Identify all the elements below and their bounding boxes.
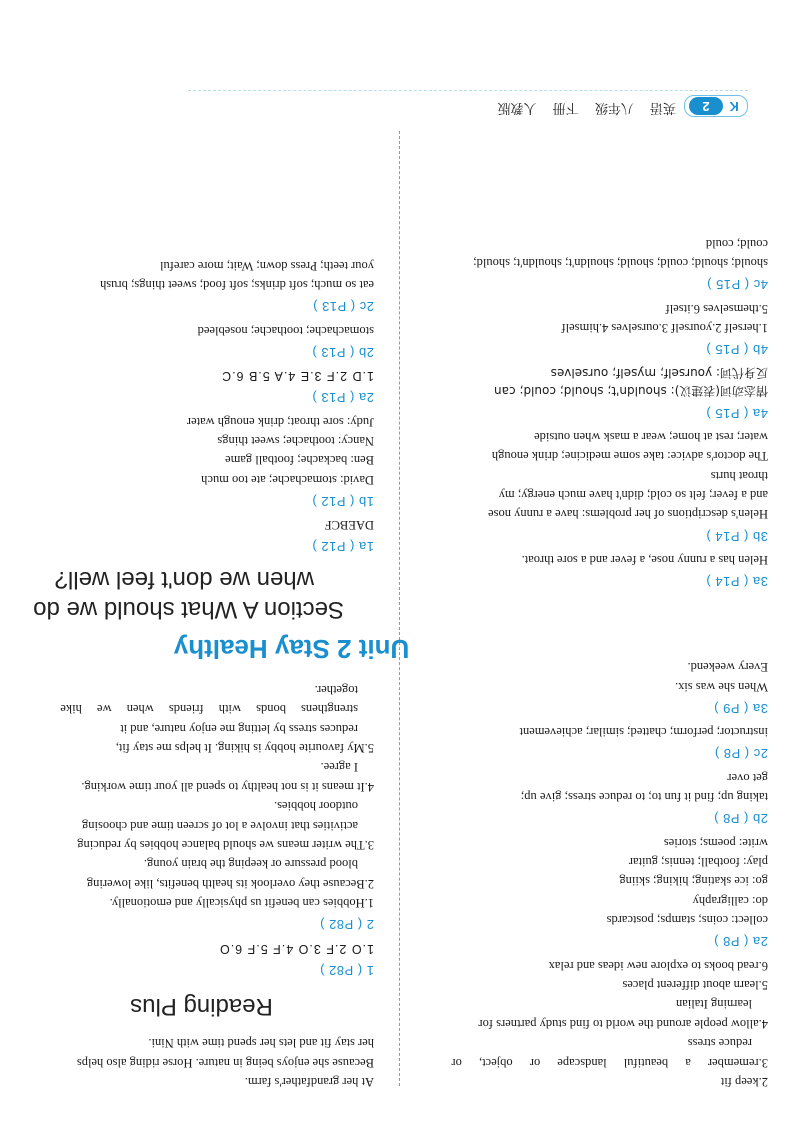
answer-line: reduces stress by letting me enjoy nature, and it xyxy=(120,721,358,736)
answer-line: 1.Hobbies can benefit us physically and emotionally. xyxy=(109,896,374,911)
section-label-3b: 3b ( P14 ) xyxy=(705,528,768,544)
section-label-4b: 4b ( P15 ) xyxy=(705,342,768,358)
answer-line: 1.herself 2.yourself 3.ourselves 4.himself xyxy=(561,321,768,336)
answer-line: should; should; could; should; shouldn't; shouldn't; should; xyxy=(473,256,768,271)
answer-line: play: football; tennis; guitar xyxy=(628,855,768,870)
unit-title: Unit 2 Stay Healthy xyxy=(173,633,410,664)
answer-line: get over xyxy=(727,770,768,785)
section-label-1a: 1a ( P12 ) xyxy=(311,539,374,555)
answer-line: Judy: sore throat; drink enough water xyxy=(186,414,374,429)
answer-line: 反身代词: yourself; myself; ourselves xyxy=(550,365,768,380)
answer-line: 3.The writer means we should balance hobbies by reducing xyxy=(77,837,374,852)
section-title xyxy=(29,564,344,624)
answer-line: activities that involve a lot of screen time and choosing xyxy=(82,818,358,833)
section-label-2a: 2a ( P8 ) xyxy=(713,934,768,950)
answer-line: taking up; find it fun to; to reduce stress; give up; xyxy=(520,790,768,805)
answer-line: The doctor's advice: take some medicine; drink enough xyxy=(491,449,768,464)
section-label-2b-p13: 2b ( P13 ) xyxy=(311,344,374,360)
section-label-3a-p14: 3a ( P14 ) xyxy=(705,574,768,590)
answer-line: together. xyxy=(314,682,358,697)
answer-line: reduce stress xyxy=(687,1036,752,1051)
answer-line: 5.learn about different places xyxy=(622,978,768,993)
answer-line: instructor; perform; chatted; similar; achievement xyxy=(519,725,768,740)
answer-line: strengthens bonds with friends when we hike xyxy=(60,702,358,717)
answer-line: water; rest at home; wear a mask when outside xyxy=(534,429,768,444)
answer-line: 情态动词(表建议): shouldn't; should; could; can xyxy=(494,384,768,399)
header-rule xyxy=(188,90,748,91)
answer-line: 1.D 2.F 3.E 4.A 5.B 6.C xyxy=(221,369,374,384)
answer-line: her stay fit and lets her spend time with Nini. xyxy=(148,1036,374,1051)
answer-line: Nancy: toothache; sweet things xyxy=(217,433,374,448)
answer-line: David: stomachache; ate too much xyxy=(201,472,374,487)
answer-line: 2.keep fit xyxy=(720,1075,768,1089)
badge-letter: K xyxy=(729,99,739,114)
answer-line: go: ice skating; hiking; skiing xyxy=(619,874,768,889)
answer-line: Helen's descriptions of her problems: have a runny nose xyxy=(488,507,768,522)
answer-line: 6.read books to explore new ideas and relax xyxy=(548,958,768,973)
answer-line: do: calligraphy xyxy=(692,893,768,908)
section-label-3a: 3a ( P9 ) xyxy=(713,700,768,716)
section-label-2c-p13: 2c ( P13 ) xyxy=(312,299,374,315)
right-column xyxy=(29,255,410,1091)
crumb-subject: 英语 xyxy=(649,100,676,115)
answer-line: collect: coins; stamps; postcards xyxy=(606,913,768,928)
section-label-2b: 2b ( P8 ) xyxy=(713,811,768,827)
section-title-line-2: when we don't feel well? xyxy=(54,566,314,594)
answer-line: 5.My favourite hobby is hiking. It helps me stay fit, xyxy=(115,741,374,756)
reading-plus-title: Reading Plus xyxy=(130,992,273,1020)
answer-line: 2.Because they overlook its health benefits, like lowering xyxy=(86,876,374,891)
answer-line: throat hurts xyxy=(710,468,768,483)
answer-line: outdoor hobbies. xyxy=(273,799,358,814)
answer-line: 1.O 2.F 3.O 4.F 5.F 6.O xyxy=(219,941,374,956)
answer-line: Every weekend. xyxy=(687,660,768,675)
answer-line: stomachache; toothache; nosebleed xyxy=(197,323,374,338)
answer-line: and a fever; felt so cold; didn't have much energy; my xyxy=(498,488,768,503)
answer-line: could; could xyxy=(705,236,768,251)
answer-line: When she was six. xyxy=(674,679,768,694)
crumb-volume: 下册 xyxy=(552,100,579,115)
answer-line: I agree. xyxy=(320,760,358,775)
section-label-2a-p13: 2a ( P13 ) xyxy=(311,390,374,406)
unit-badge xyxy=(684,95,748,117)
answer-line: DAEBCF xyxy=(324,518,374,533)
answer-line: your teeth; Press down; Wait; more careful xyxy=(160,258,374,273)
badge-number: 2 xyxy=(689,97,723,115)
breadcrumb xyxy=(486,97,676,117)
answer-line: 3.remember a beautiful landscape or object, or xyxy=(451,1055,768,1070)
answer-line: Helen has a runny nose, a fever and a sore throat. xyxy=(521,552,768,567)
section-label-2c: 2c ( P8 ) xyxy=(714,746,768,762)
section-label-1-p82: 1 ( P82 ) xyxy=(319,962,374,978)
section-label-4a: 4a ( P15 ) xyxy=(705,405,768,421)
answer-line: 5.themselves 6.itself xyxy=(665,301,768,316)
crumb-edition: 人教版 xyxy=(497,100,537,115)
section-label-1b: 1b ( P12 ) xyxy=(311,493,374,509)
answer-line: learning Italian xyxy=(675,997,752,1012)
column-divider xyxy=(399,131,400,1086)
section-label-4c: 4c ( P15 ) xyxy=(706,277,768,293)
answer-line: write: poems; stories xyxy=(663,835,768,850)
answer-line: At her grandfather's farm. xyxy=(244,1075,374,1089)
crumb-grade: 八年级 xyxy=(594,100,634,115)
answer-line: blood pressure or keeping the brain young. xyxy=(143,857,358,872)
answer-line: Because she enjoys being in nature. Horse riding also helps xyxy=(76,1055,374,1070)
answer-line: 4.It means it is not healthy to spend all your time working. xyxy=(81,779,374,794)
answer-line: Ben: backache; football game xyxy=(225,453,374,468)
section-title-line-1: Section A What should we do xyxy=(33,596,344,624)
answer-line: 4.allow people around the world to find study partners for xyxy=(478,1016,768,1031)
section-label-2-p82: 2 ( P82 ) xyxy=(319,917,374,933)
answer-line: eat so much; soft drinks; soft food; sweet things; brush xyxy=(100,278,374,293)
page-header xyxy=(38,83,748,123)
